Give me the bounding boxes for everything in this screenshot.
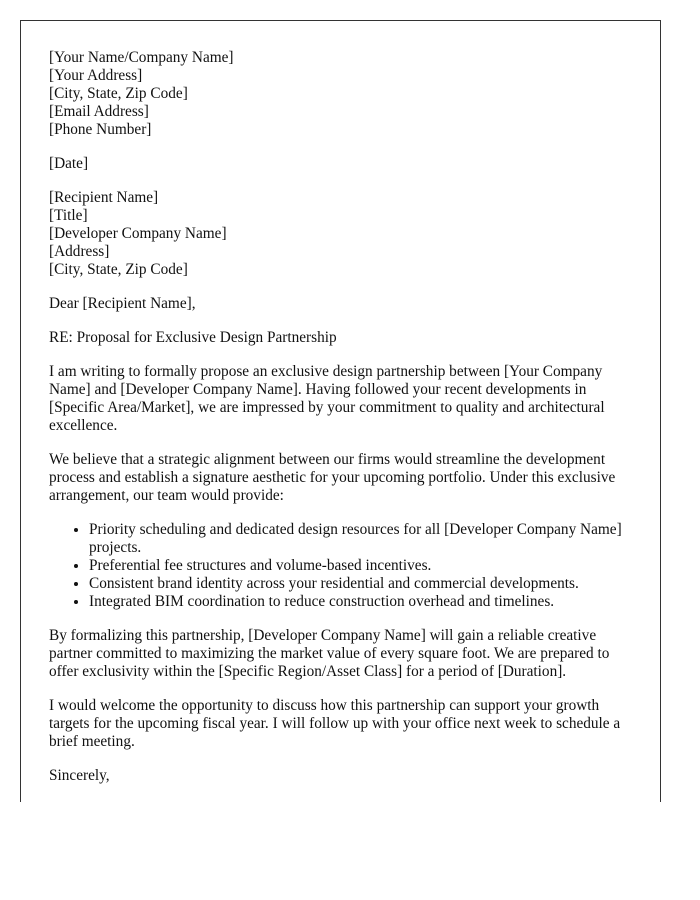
letter-page (20, 20, 661, 802)
subject-line: RE: Proposal for Exclusive Design Partnership (49, 329, 337, 346)
signoff: Sincerely, (49, 767, 110, 784)
body-paragraph: We believe that a strategic alignment between our firms would streamline the development process and establish a signature aesthetic for your upcoming portfolio. Under this exclusive arrangement, our team would provide: (49, 451, 616, 504)
benefits-list (49, 521, 631, 611)
sender-block (49, 49, 631, 139)
list-item: • Consistent brand identity across your residential and commercial developments. (89, 575, 631, 593)
body-paragraph: I would welcome the opportunity to discuss how this partnership can support your growth targets for the upcoming fiscal year. I will follow up with your office next week to schedule a brief meeting. (49, 697, 621, 750)
recipient-block (49, 189, 631, 279)
sender-name: [Your Name/Company Name] (49, 49, 234, 66)
recipient-city: [City, State, Zip Code] (49, 261, 188, 278)
sender-phone: [Phone Number] (49, 121, 152, 138)
sender-city: [City, State, Zip Code] (49, 85, 188, 102)
recipient-title: [Title] (49, 207, 88, 224)
body-paragraph: I am writing to formally propose an exclusive design partnership between [Your Company Name] and [Developer Company Name]. Having followed your recent developments in [Specific Area/Market], we are impressed by your commitment to quality and architectural excellence. (49, 363, 605, 434)
body-paragraph: By formalizing this partnership, [Developer Company Name] will gain a reliable creative partner committed to maximizing the market value of every square foot. We are prepared to offer exclusivity within the [Specific Region/Asset Class] for a period of [Duration]. (49, 627, 610, 680)
recipient-company: [Developer Company Name] (49, 225, 227, 242)
date: [Date] (49, 155, 89, 172)
list-item: • Priority scheduling and dedicated design resources for all [Developer Company Name] projects. (89, 521, 631, 557)
recipient-address: [Address] (49, 243, 110, 260)
list-item: • Preferential fee structures and volume-based incentives. (89, 557, 631, 575)
recipient-name: [Recipient Name] (49, 189, 159, 206)
list-item: • Integrated BIM coordination to reduce construction overhead and timelines. (89, 593, 631, 611)
sender-address: [Your Address] (49, 67, 143, 84)
sender-email: [Email Address] (49, 103, 149, 120)
salutation: Dear [Recipient Name], (49, 295, 196, 312)
